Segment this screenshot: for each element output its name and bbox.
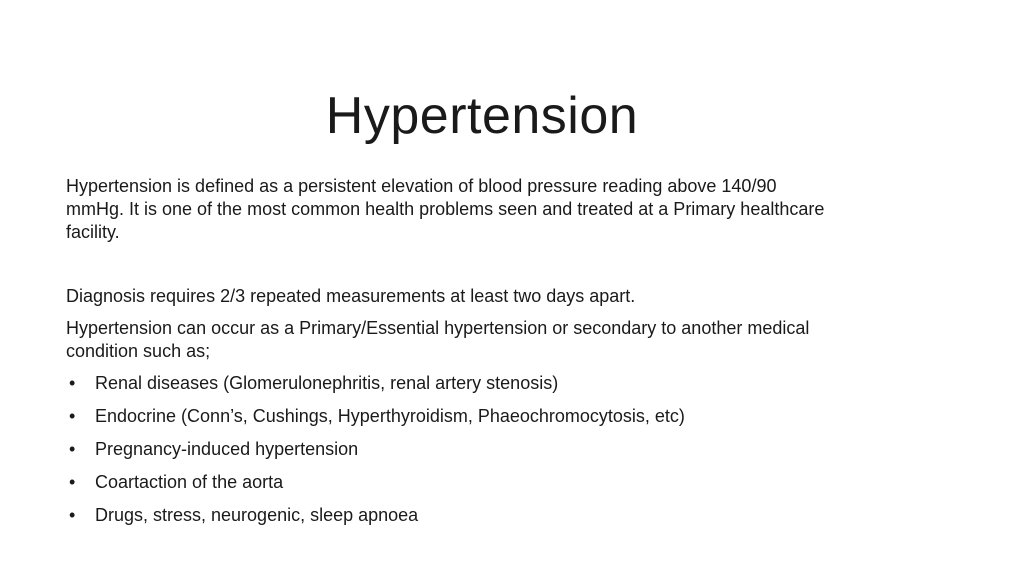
causes-list [66,372,826,527]
bullet-icon: • [69,505,76,525]
list-item-text: Pregnancy-induced hypertension [95,439,359,459]
classification-paragraph: Hypertension can occur as a Primary/Essential hypertension or secondary to another medical condition such as; [66,318,810,361]
bullet-icon: • [69,373,76,393]
bullet-icon: • [69,472,76,492]
diagnosis-paragraph: Diagnosis requires 2/3 repeated measurements at least two days apart. [66,286,636,306]
list-item-text: Renal diseases (Glomerulonephritis, renal artery stenosis) [95,373,559,393]
definition-paragraph: Hypertension is defined as a persistent elevation of blood pressure reading above 140/90 mmHg. It is one of the most common health problems seen and treated at a Primary healthcare facility. [66,176,825,242]
list-item-text: Drugs, stress, neurogenic, sleep apnoea [95,505,419,525]
slide-title: Hypertension [325,87,639,145]
list-item [66,438,826,461]
list-item [66,471,826,494]
list-item [66,372,826,395]
bullet-icon: • [69,439,76,459]
bullet-icon: • [69,406,76,426]
slide-body [66,175,826,537]
list-item [66,504,826,527]
list-item-text: Coartaction of the aorta [95,472,284,492]
list-item [66,405,826,428]
list-item-text: Endocrine (Conn’s, Cushings, Hyperthyroidism, Phaeochromocytosis, etc) [95,406,685,426]
